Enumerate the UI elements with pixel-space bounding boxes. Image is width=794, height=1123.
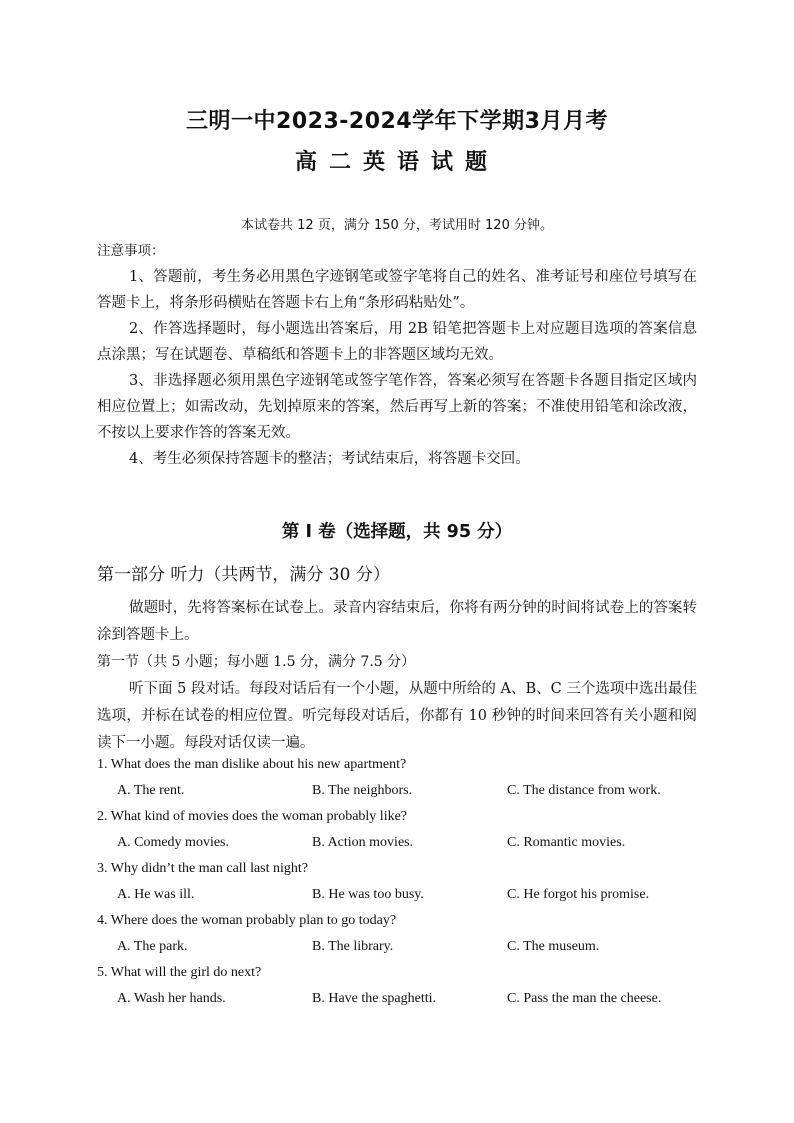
option-c: C. He forgot his promise. bbox=[507, 887, 650, 902]
option-a: A. Comedy movies. bbox=[117, 835, 229, 850]
option-b: B. Have the spaghetti. bbox=[312, 991, 437, 1006]
option-a: A. Wash her hands. bbox=[117, 991, 226, 1006]
exam-subtitle: 高二英语试题 bbox=[294, 150, 499, 175]
option-b: B. Action movies. bbox=[312, 835, 414, 850]
section-title: 第一部分 听力（共两节，满分 30 分） bbox=[97, 565, 390, 585]
listening-instructions bbox=[97, 595, 697, 757]
question-text: 4. Where does the woman probably plan to go today? bbox=[97, 913, 397, 928]
option-b: B. He was too busy. bbox=[312, 887, 424, 902]
question-list bbox=[97, 752, 707, 1012]
option-a: A. The park. bbox=[117, 939, 188, 954]
listening-directions: 听下面 5 段对话。每段对话后有一个小题，从题中所给的 A、B、C 三个选项中选出最佳选项，并标在试卷的相应位置。听完每段对话后，你都有 10 秒钟的时间来回答有关小题和阅读下一小题。每段对话仅读一遍。 bbox=[97, 681, 697, 751]
option-c: C. The distance from work. bbox=[507, 783, 661, 798]
question-text: 2. What kind of movies does the woman probably like? bbox=[97, 809, 408, 824]
option-c: C. Romantic movies. bbox=[507, 835, 626, 850]
question-options bbox=[97, 934, 707, 960]
question-text: 5. What will the girl do next? bbox=[97, 965, 262, 980]
notes-item: 4、考生必须保持答题卡的整洁；考试结束后，将答题卡交回。 bbox=[129, 451, 530, 467]
notes-block bbox=[97, 238, 697, 472]
notes-item: 3、非选择题必须用黑色字迹钢笔或签字笔作答，答案必须写在答题卡各题目指定区域内相应位置上；如需改动，先划掉原来的答案，然后再写上新的答案；不准使用铅笔和涂改液，不按以上要求作答的答案无效。 bbox=[97, 373, 697, 441]
question-options bbox=[97, 778, 707, 804]
option-c: C. Pass the man the cheese. bbox=[507, 991, 662, 1006]
notes-heading: 注意事项： bbox=[97, 243, 165, 259]
question-text: 3. Why didn’t the man call last night? bbox=[97, 861, 308, 876]
exam-title: 三明一中2023-2024学年下学期3月月考 bbox=[186, 109, 608, 134]
question-options bbox=[97, 882, 707, 908]
part-title: 第 I 卷（选择题，共 95 分） bbox=[281, 522, 513, 542]
option-a: A. The rent. bbox=[117, 783, 185, 798]
listening-subsection-title: 第一节（共 5 小题；每小题 1.5 分，满分 7.5 分） bbox=[97, 654, 416, 670]
option-b: B. The library. bbox=[312, 939, 394, 954]
option-b: B. The neighbors. bbox=[312, 783, 413, 798]
notes-item: 1、答题前，考生务必用黑色字迹钢笔或签字笔将自己的姓名、准考证号和座位号填写在答题卡上，将条形码横贴在答题卡右上角“条形码粘贴处”。 bbox=[97, 269, 697, 311]
exam-meta: 本试卷共 12 页，满分 150 分，考试用时 120 分钟。 bbox=[241, 218, 553, 233]
listening-intro: 做题时，先将答案标在试卷上。录音内容结束后，你将有两分钟的时间将试卷上的答案转涂到答题卡上。 bbox=[97, 600, 697, 643]
question-text: 1. What does the man dislike about his new apartment? bbox=[97, 757, 407, 772]
notes-item: 2、作答选择题时，每小题选出答案后，用 2B 铅笔把答题卡上对应题目选项的答案信息点涂黑；写在试题卷、草稿纸和答题卡上的非答题区域均无效。 bbox=[97, 321, 697, 363]
option-c: C. The museum. bbox=[507, 939, 600, 954]
question-options bbox=[97, 986, 707, 1012]
option-a: A. He was ill. bbox=[117, 887, 195, 902]
question-options bbox=[97, 830, 707, 856]
